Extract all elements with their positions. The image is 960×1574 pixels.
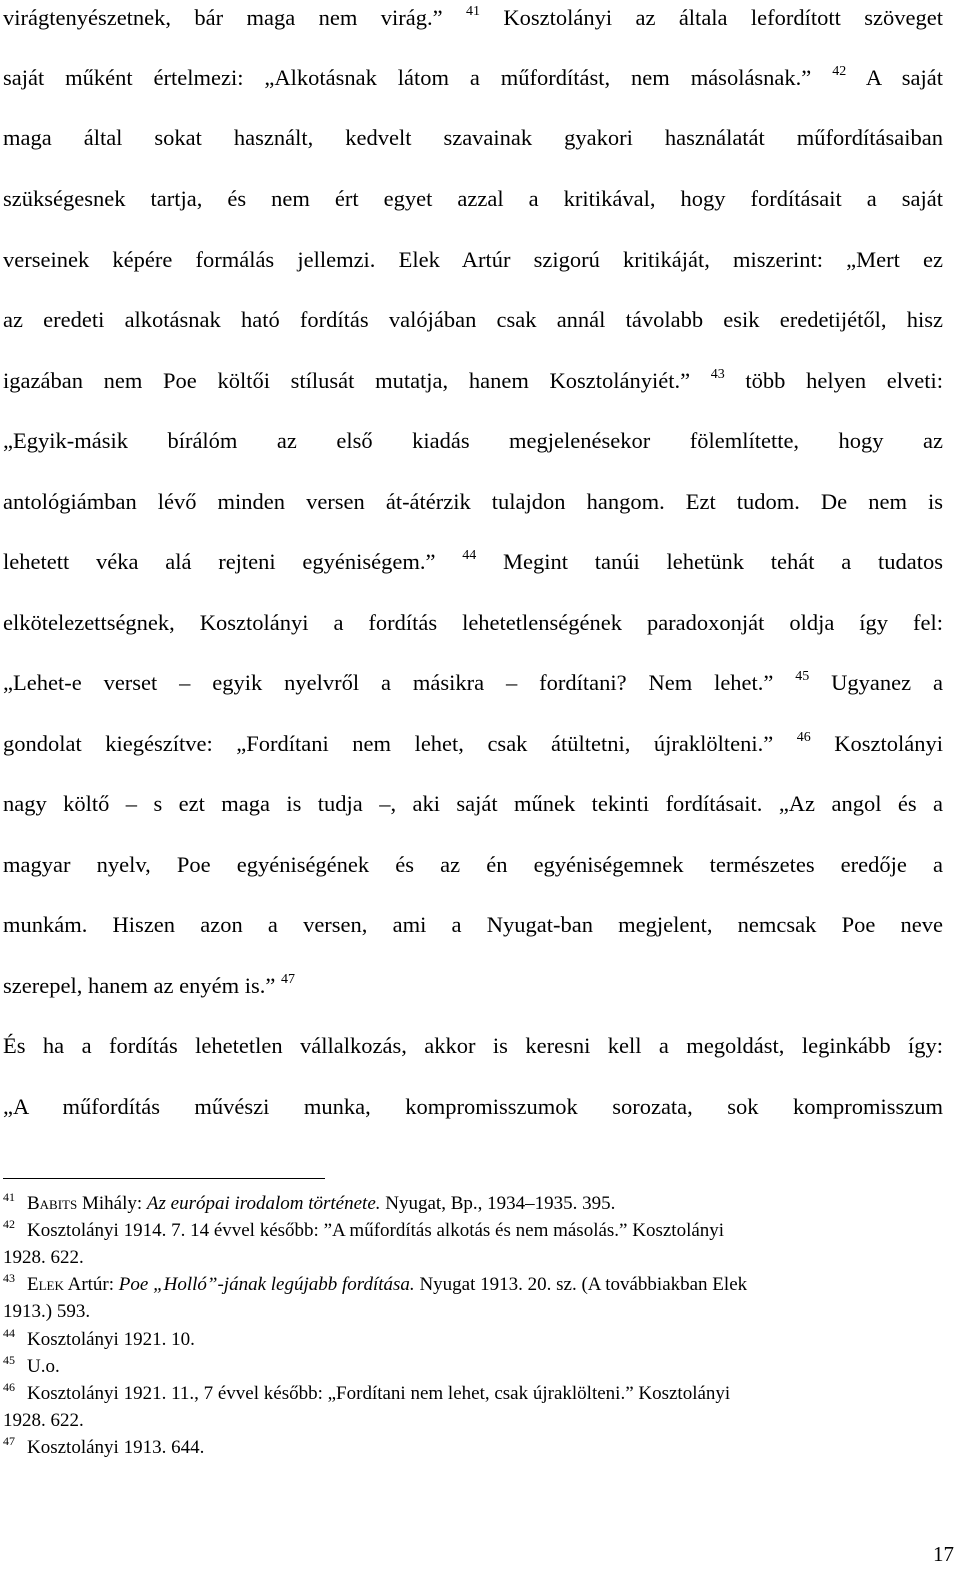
- body-line: „Lehet-e verset – egyik nyelvről a másikra – fordítani? Nem lehet.” $^{45}$ Ugyanez a: [3, 669, 943, 695]
- body-line: virágtenyészetnek, bár maga nem virág.” $^{41}$ Kosztolányi az általa lefordított szöveget: [3, 4, 943, 30]
- footnote: $^{42}$ Kosztolányi 1914. 7. 14 évvel később: ”A műfordítás alkotás és nem másolás.” Kosztolányi: [3, 1217, 725, 1241]
- body-line: szükségesnek tartja, és nem ért egyet azzal a kritikával, hogy fordításait a saját: [3, 186, 943, 211]
- body-line: magyar nyelv, Poe egyéniségének és az én egyéniségemnek természetes eredője a: [3, 852, 943, 877]
- body-line: elkötelezettségnek, Kosztolányi a fordítás lehetetlenségének paradoxonját oldja így fel:: [3, 610, 943, 635]
- footnote-ref[interactable]: 46: [796, 730, 811, 745]
- footnote-continuation: 1913.) 593.: [3, 1301, 91, 1322]
- body-line: az eredeti alkotásnak ható fordítás valójában csak annál távolabb esik eredetijétől, hisz: [3, 307, 943, 332]
- footnote: $^{43}$ Elek Artúr: Poe „Holló”-jának legújabb fordítása. Nyugat 1913. 20. sz. (A továbbiakban Elek: [3, 1271, 748, 1295]
- footnote: $^{46}$ Kosztolányi 1921. 11., 7 évvel később: „Fordítani nem lehet, csak újraklölteni.” Kosztolányi: [3, 1380, 731, 1404]
- footnote-continuation: 1928. 622.: [3, 1410, 84, 1431]
- footnote-separator: [3, 1178, 325, 1179]
- footnote: $^{47}$ Kosztolányi 1913. 644.: [3, 1434, 205, 1458]
- body-line: maga által sokat használt, kedvelt szavainak gyakori használatát műfordításaiban: [3, 125, 943, 150]
- body-line: antológiámban lévő minden versen át-átérzik tulajdon hangom. Ezt tudom. De nem is: [3, 489, 943, 514]
- body-line: lehetett véka alá rejteni egyéniségem.” $^{44}$ Megint tanúi lehetünk tehát a tudatos: [3, 548, 944, 574]
- body-line: igazában nem Poe költői stílusát mutatja, hanem Kosztolányiét.” $^{43}$ több helyen elveti:: [3, 367, 943, 393]
- body-line: „Egyik-másik bírálóm az első kiadás megjelenésekor fölemlítette, hogy az: [3, 428, 943, 453]
- body-line: szerepel, hanem az enyém is.” $^{47}$: [3, 972, 295, 998]
- page-number: 17: [933, 1542, 954, 1566]
- footnote-ref[interactable]: 42: [832, 64, 847, 79]
- body-line: gondolat kiegészítve: „Fordítani nem lehet, csak átültetni, újraklölteni.” $^{46}$ Kosztolányi: [3, 730, 944, 756]
- footnote: $^{45}$ U.o.: [3, 1353, 60, 1377]
- footnote-ref[interactable]: 41: [465, 4, 480, 19]
- body-line: verseinek képére formálás jellemzi. Elek Artúr szigorú kritikáját, miszerint: „Mert ez: [3, 247, 943, 272]
- footnote-continuation: 1928. 622.: [3, 1247, 84, 1268]
- body-line: saját műként értelmezi: „Alkotásnak látom a műfordítást, nem másolásnak.” $^{42}$ A saját: [3, 64, 943, 90]
- body-line: És ha a fordítás lehetetlen vállalkozás, akkor is keresni kell a megoldást, leginkább így:: [3, 1033, 943, 1058]
- footnote-ref[interactable]: 45: [795, 669, 810, 684]
- body-line: „A műfordítás művészi munka, kompromisszumok sorozata, sok kompromisszum: [3, 1094, 943, 1119]
- footnote-ref[interactable]: 44: [462, 548, 477, 563]
- body-line: munkám. Hiszen azon a versen, ami a Nyugat-ban megjelent, nemcsak Poe neve: [3, 912, 943, 937]
- footnote: $^{41}$ Babits Mihály: Az európai irodalom története. Nyugat, Bp., 1934–1935. 395.: [3, 1190, 616, 1214]
- body-line: nagy költő – s ezt maga is tudja –, aki saját műnek tekinti fordításait. „Az angol és a: [3, 791, 943, 816]
- footnote: $^{44}$ Kosztolányi 1921. 10.: [3, 1326, 195, 1350]
- footnote-ref[interactable]: 43: [710, 367, 725, 382]
- footnote-ref[interactable]: 47: [281, 972, 295, 987]
